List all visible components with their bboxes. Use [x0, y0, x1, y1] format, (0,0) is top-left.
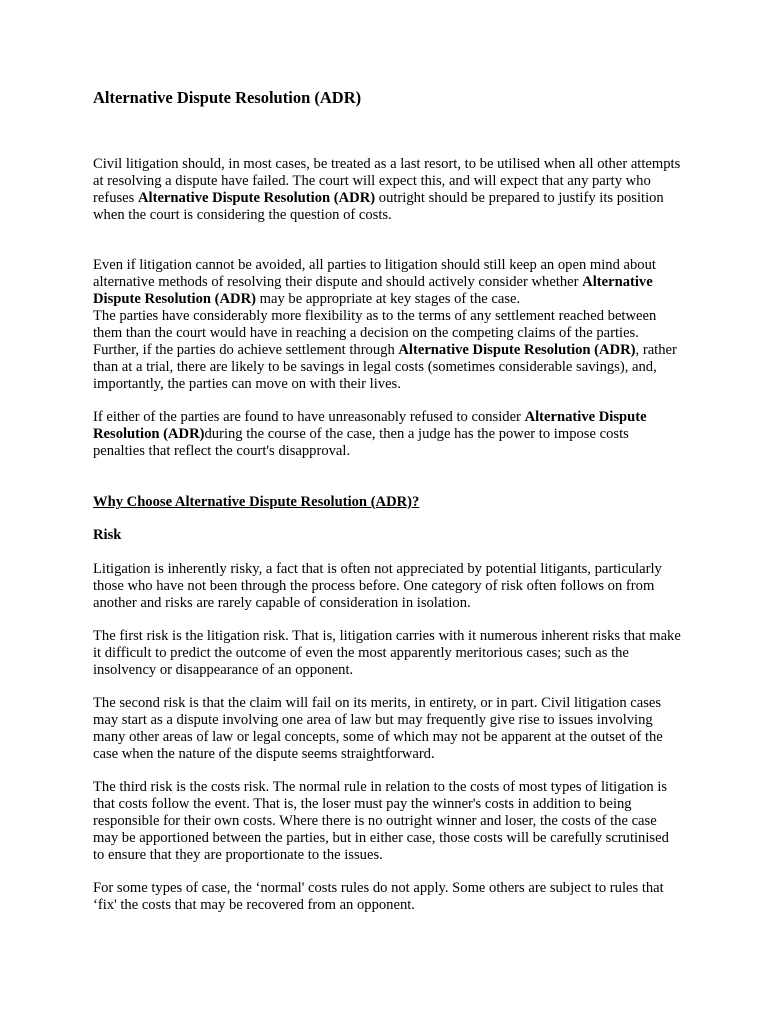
risk-paragraph-4: The third risk is the costs risk. The normal rule in relation to the costs of most types of litigation is that costs follow the event. That is, the loser must pay the winner's costs in addition to being responsible for their own costs. Where there is no outright winner and loser, the costs of the case may be apportioned between the parties, but in either case, those costs will be carefully scrutinised to ensure that they are proportionate to the issues.	[93, 779, 669, 863]
bold-term: Alternative Dispute Resolution (ADR)	[93, 273, 653, 307]
final-paragraph: For some types of case, the ‘normal' costs rules do not apply. Some others are subject to rules that ‘fix' the costs that may be recovered from an opponent.	[93, 880, 664, 913]
intro-paragraph-4: If either of the parties are found to have unreasonably refused to consider Alternative Dispute Resolution (ADR)during the course of the case, then a judge has the power to impose costs penalties that reflect the court's disapproval.	[93, 409, 647, 459]
risk-subheading: Risk	[93, 527, 122, 543]
bold-term: Alternative Dispute Resolution (ADR)	[93, 409, 647, 442]
bold-term: Alternative Dispute Resolution (ADR)	[398, 341, 636, 358]
section-heading: Why Choose Alternative Dispute Resolution (ADR)?	[93, 494, 420, 510]
risk-paragraph-1: Litigation is inherently risky, a fact that is often not appreciated by potential litigants, particularly those who have not been through the process before. One category of risk often follows on from another and risks are rarely capable of consideration in isolation.	[93, 561, 662, 611]
document-title: Alternative Dispute Resolution (ADR)	[93, 88, 362, 107]
intro-paragraph-3: The parties have considerably more flexibility as to the terms of any settlement reached between them than the court would have in reaching a decision on the competing claims of the parties. Further, if the parties do achieve settlement through Alternative Dispute Resolution (ADR), rather than at a trial, there are likely to be savings in legal costs (sometimes considerable savings), and, importantly, the parties can move on with their lives.	[93, 308, 677, 392]
intro-paragraph-1: Civil litigation should, in most cases, be treated as a last resort, to be utilised when all other attempts at resolving a dispute have failed. The court will expect this, and will expect that any party who refuses Alternative Dispute Resolution (ADR) outright should be prepared to justify its position when the court is considering the question of costs.	[93, 156, 681, 223]
risk-paragraph-3: The second risk is that the claim will fail on its merits, in entirety, or in part. Civil litigation cases may start as a dispute involving one area of law but may frequently give rise to issues involving many other areas of law or legal concepts, some of which may not be apparent at the outset of the case when the nature of the dispute seems straightforward.	[93, 695, 663, 762]
intro-paragraph-2: Even if litigation cannot be avoided, all parties to litigation should still keep an open mind about alternative methods of resolving their dispute and should actively consider whether Alternative Dispute Resolution (ADR) may be appropriate at key stages of the case.	[93, 257, 656, 307]
bold-term: Alternative Dispute Resolution (ADR)	[137, 189, 376, 206]
risk-paragraph-2: The first risk is the litigation risk. That is, litigation carries with it numerous inherent risks that make it difficult to predict the outcome of even the most apparently meritorious cases; such as the insolvency or disappearance of an opponent.	[93, 628, 681, 678]
